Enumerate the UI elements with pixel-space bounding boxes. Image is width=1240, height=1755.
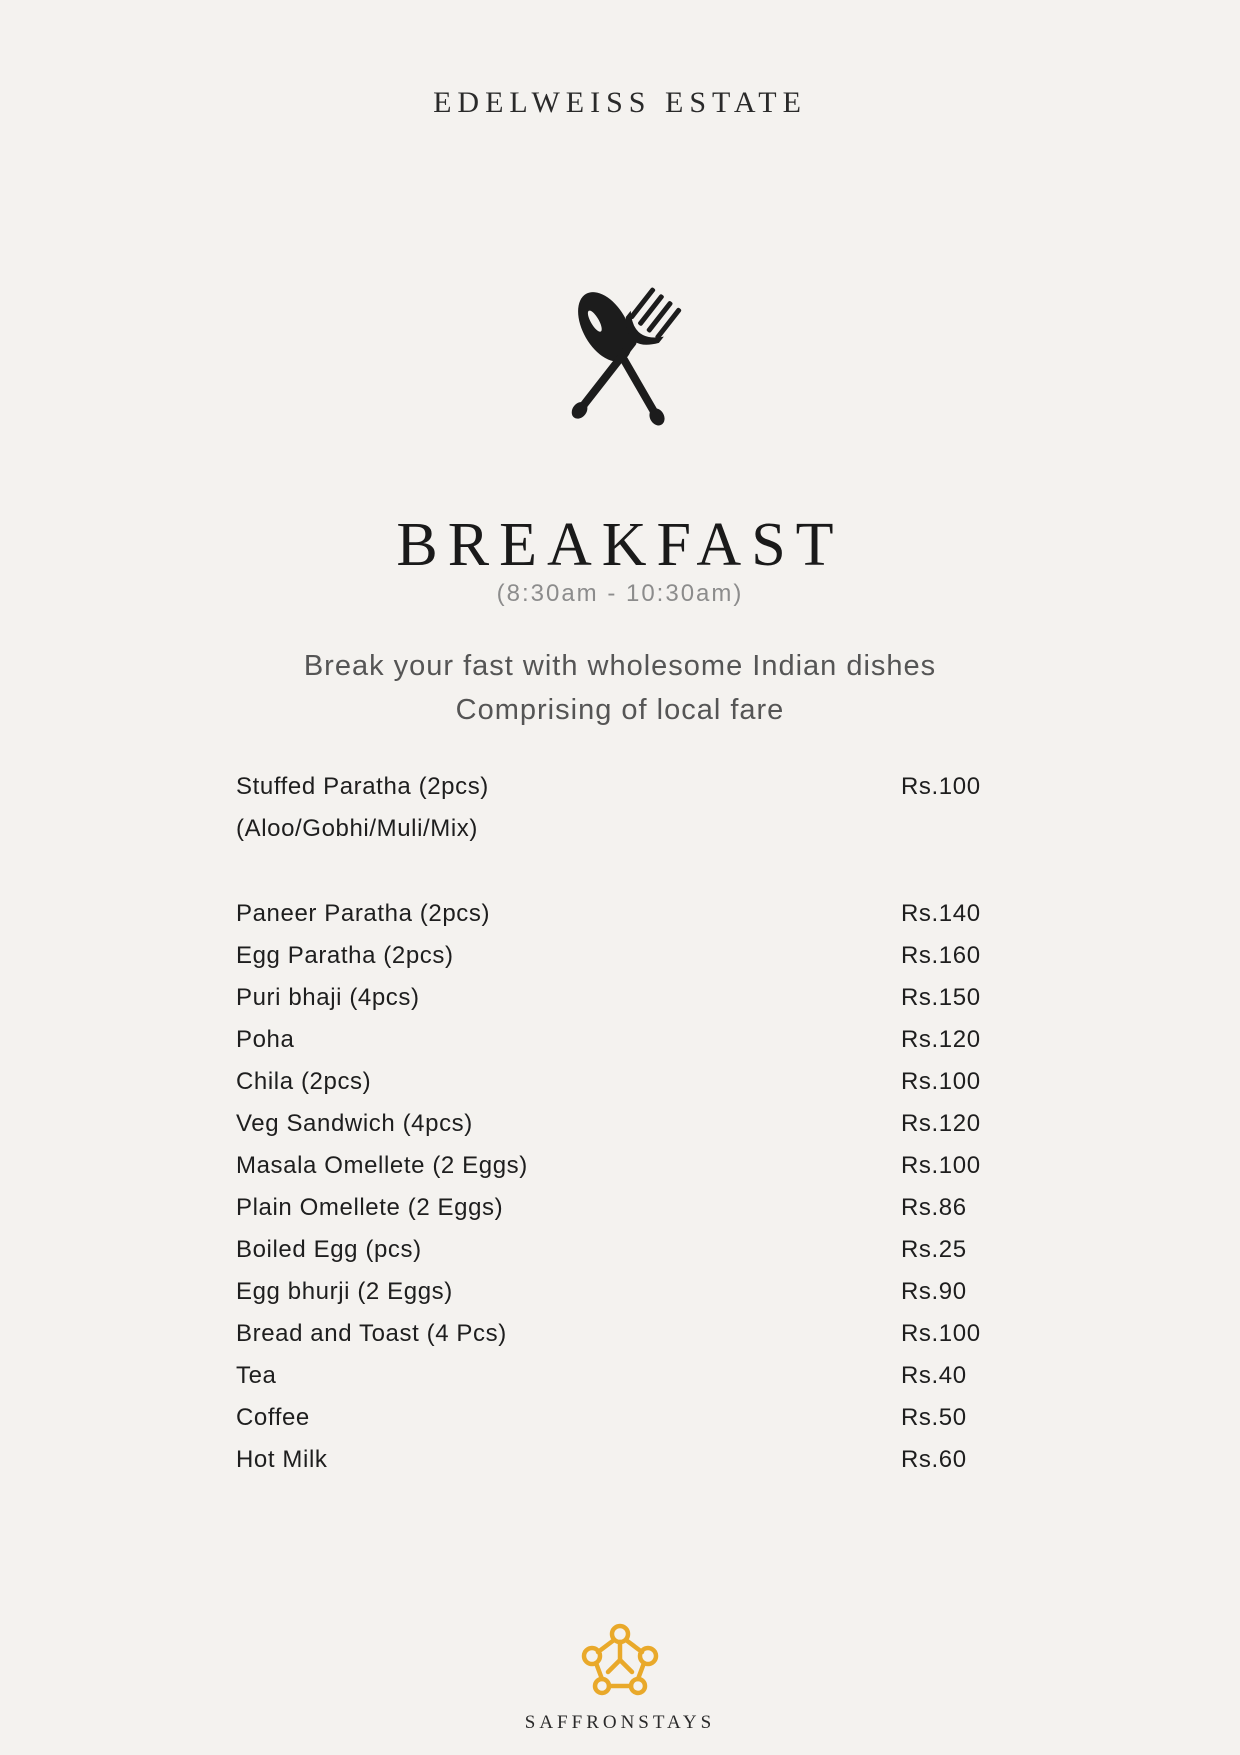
menu-item-price: Rs.100 (901, 1068, 981, 1095)
tagline-line-1: Break your fast with wholesome Indian dishes (303, 650, 937, 682)
menu-item-name: Egg Paratha (2pcs) (236, 942, 454, 969)
saffronstays-logo-icon (578, 1620, 662, 1700)
menu-item-name: Plain Omellete (2 Eggs) (236, 1194, 504, 1221)
menu-item-price: Rs.50 (901, 1404, 967, 1431)
menu-item-name: Poha (236, 1026, 295, 1053)
menu-item (236, 893, 996, 935)
menu-item-name: Bread and Toast (4 Pcs) (236, 1320, 507, 1347)
menu-item-name: Stuffed Paratha (2pcs) (236, 773, 489, 800)
menu-item-price: Rs.160 (901, 942, 981, 969)
menu-item-price: Rs.40 (901, 1362, 967, 1389)
menu-item-price: Rs.100 (901, 1152, 981, 1179)
menu-item (236, 1145, 996, 1187)
menu-item-price: Rs.25 (901, 1236, 967, 1263)
menu-item-name: Veg Sandwich (4pcs) (236, 1110, 473, 1137)
menu-item-name: Puri bhaji (4pcs) (236, 984, 420, 1011)
menu-item-price: Rs.60 (901, 1446, 967, 1473)
menu-item-price: Rs.150 (901, 984, 981, 1011)
serving-hours: (8:30am - 10:30am) (496, 580, 744, 607)
menu-item-note: (Aloo/Gobhi/Muli/Mix) (236, 815, 478, 842)
menu-item-name: Hot Milk (236, 1446, 328, 1473)
menu-item-price: Rs.120 (901, 1110, 981, 1137)
menu-item (236, 1271, 996, 1313)
menu-item-price: Rs.100 (901, 1320, 981, 1347)
tagline (0, 644, 1240, 732)
menu-item-price: Rs.140 (901, 900, 981, 927)
menu-item-name: Egg bhurji (2 Eggs) (236, 1278, 453, 1305)
menu-item-price: Rs.86 (901, 1194, 967, 1221)
estate-name: EDELWEISS ESTATE (433, 86, 807, 119)
menu-item-name: Tea (236, 1362, 277, 1389)
menu-item-price: Rs.100 (901, 773, 981, 800)
tagline-line-2: Comprising of local fare (455, 694, 785, 726)
menu-item-price: Rs.90 (901, 1278, 967, 1305)
menu-item (236, 1313, 996, 1355)
menu-list (236, 766, 996, 1481)
menu-item-note-row (236, 808, 996, 850)
menu-item-name: Boiled Egg (pcs) (236, 1236, 422, 1263)
menu-item (236, 1103, 996, 1145)
menu-item (236, 1187, 996, 1229)
spoon-fork-icon (540, 278, 706, 438)
menu-item (236, 977, 996, 1019)
menu-item (236, 1019, 996, 1061)
menu-spacer (236, 850, 996, 893)
menu-item (236, 1229, 996, 1271)
menu-item (236, 1397, 996, 1439)
section-title: BREAKFAST (396, 511, 844, 579)
menu-item (236, 1061, 996, 1103)
menu-item (236, 766, 996, 808)
menu-item-name: Paneer Paratha (2pcs) (236, 900, 491, 927)
menu-item-name: Masala Omellete (2 Eggs) (236, 1152, 528, 1179)
menu-item-name: Coffee (236, 1404, 310, 1431)
menu-item (236, 1355, 996, 1397)
menu-item-price: Rs.120 (901, 1026, 981, 1053)
menu-item (236, 935, 996, 977)
menu-item-name: Chila (2pcs) (236, 1068, 372, 1095)
menu-item (236, 1439, 996, 1481)
brand-name: SAFFRONSTAYS (524, 1712, 716, 1733)
